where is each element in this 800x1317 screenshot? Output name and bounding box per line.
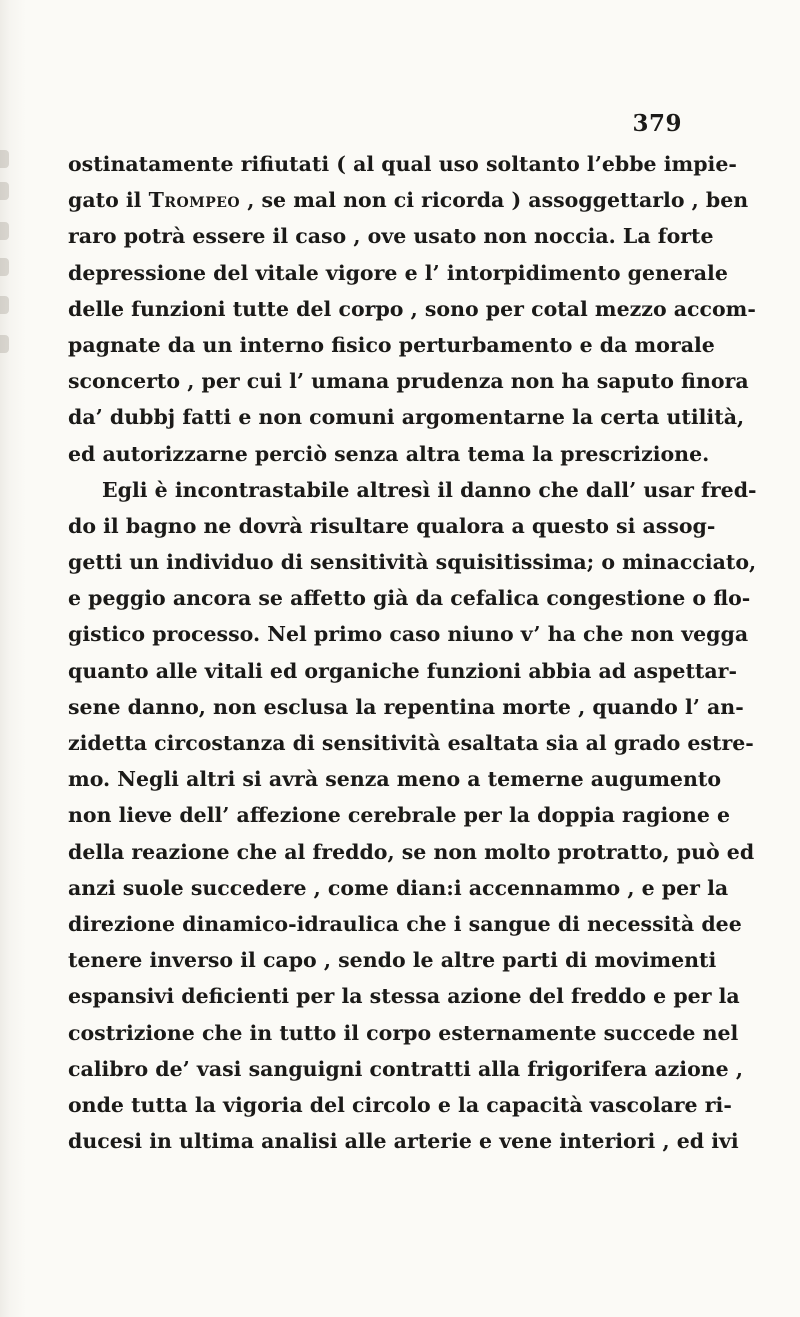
text-line: direzione dinamico-idraulica che i sangue di necessità dee [68, 911, 742, 936]
binding-edge-mark [0, 258, 9, 276]
text-line: onde tutta la vigoria del circolo e la capacità vascolare ri- [68, 1092, 732, 1117]
text-segment: , se mal non ci ricorda ) assoggettarlo , ben [240, 188, 749, 213]
text-line: sconcerto , per cui l’ umana prudenza non ha saputo finora [68, 369, 749, 394]
paragraph-start-line: Egli è incontrastabile altresì il danno che dall’ usar fred- [102, 477, 757, 502]
text-line: ducesi in ultima analisi alle arterie e vene interiori , ed ivi [68, 1129, 739, 1154]
text-line: e peggio ancora se affetto già da cefalica congestione o flo- [68, 586, 751, 611]
text-line: mo. Negli altri si avrà senza meno a temerne augumento [68, 767, 722, 792]
page-number: 379 [632, 110, 682, 137]
text-line: getti un individuo di sensitività squisitissima; o minacciato, [68, 550, 757, 575]
text-line: depressione del vitale vigore e l’ intorpidimento generale [68, 260, 728, 285]
text-line: della reazione che al freddo, se non molto protratto, può ed [68, 839, 755, 864]
binding-edge-mark [0, 222, 9, 240]
text-line: zidetta circostanza di sensitività esaltata sia al grado estre- [68, 731, 754, 755]
text-line: do il bagno ne dovrà risultare qualora a questo si assog- [68, 513, 716, 538]
body-text [68, 146, 757, 1159]
text-line: costrizione che in tutto il corpo esternamente succede nel [68, 1020, 739, 1045]
text-line: delle funzioni tutte del corpo , sono per cotal mezzo accom- [68, 296, 756, 321]
binding-edge-mark [0, 296, 9, 314]
text-line: ed autorizzarne perciò senza altra tema la prescrizione. [68, 441, 710, 466]
text-segment: gato il [68, 188, 149, 213]
binding-edge-mark [0, 335, 9, 353]
text-line: non lieve dell’ affezione cerebrale per la doppia ragione e [68, 803, 731, 828]
author-name: Trompeo [148, 188, 241, 213]
text-line: anzi suole succedere , come dian:i accennammo , e per la [68, 875, 729, 900]
binding-edge-mark [0, 182, 9, 200]
text-line: calibro de’ vasi sanguigni contratti alla frigorifera azione , [68, 1056, 743, 1081]
text-line: quanto alle vitali ed organiche funzioni abbia ad aspettar- [68, 658, 737, 683]
text-line: pagnate da un interno fisico perturbamento e da morale [68, 332, 715, 357]
text-line: ostinatamente rifiutati ( al qual uso soltanto l’ebbe impie- [68, 152, 737, 176]
binding-edge-mark [0, 150, 9, 168]
text-line [68, 182, 749, 218]
text-line: gistico processo. Nel primo caso niuno v’ ha che non vegga [68, 622, 749, 647]
text-line: raro potrà essere il caso , ove usato non noccia. La forte [68, 224, 714, 249]
text-line: tenere inverso il capo , sendo le altre parti di movimenti [68, 948, 717, 973]
text-line: espansivi deficienti per la stessa azione del freddo e per la [68, 984, 740, 1009]
text-line: sene danno, non esclusa la repentina morte , quando l’ an- [68, 694, 744, 719]
text-line: da’ dubbj fatti e non comuni argomentarne la certa utilità, [68, 405, 745, 430]
